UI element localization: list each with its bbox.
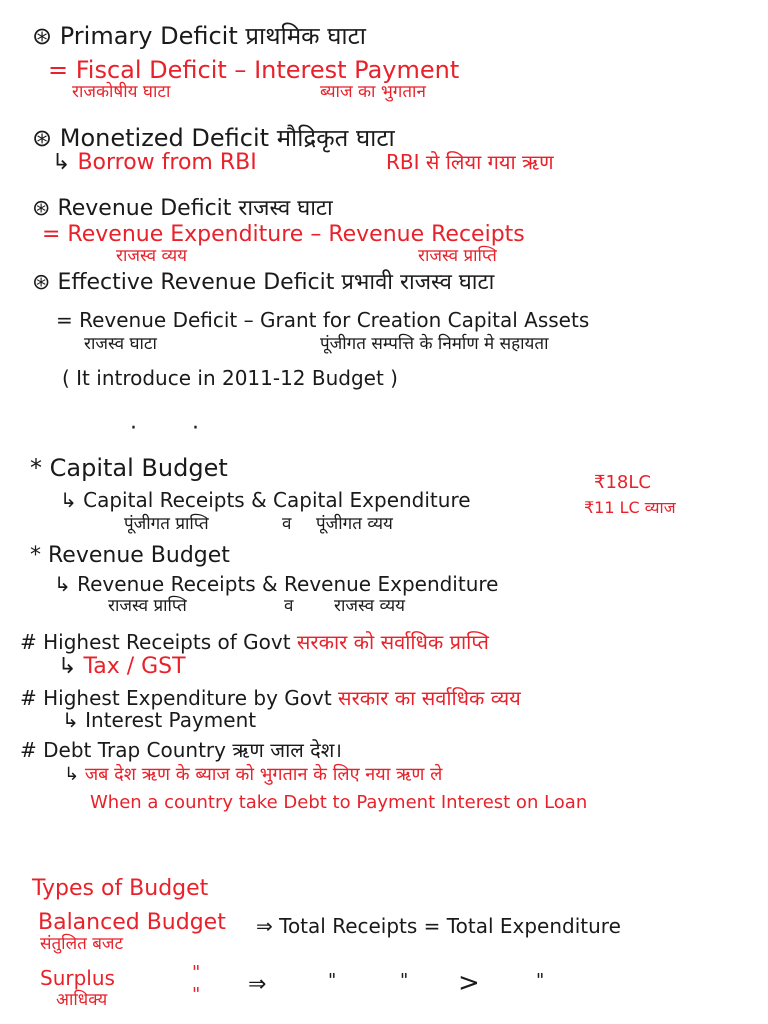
debt-trap-title: Debt Trap Country <box>43 738 226 762</box>
arrow-icon: ↳ <box>54 572 71 596</box>
highest-expenditure-title-hindi: सरकार का सर्वाधिक व्यय <box>338 686 521 710</box>
bullet-marker: * <box>30 454 42 482</box>
balanced-budget-label-hindi: संतुलित बजट <box>40 934 124 954</box>
capital-budget-side-note-1: ₹18LC <box>594 472 651 493</box>
monetized-deficit-note-hindi: RBI से लिया गया ऋण <box>386 150 554 174</box>
balanced-budget-rule <box>256 916 621 936</box>
hash-marker: # <box>20 686 37 710</box>
revenue-deficit-formula-hindi-1: राजस्व व्यय <box>116 246 187 266</box>
effective-revenue-deficit-formula-hindi-2: पूंजीगत सम्पत्ति के निर्माण मे सहायता <box>320 334 549 354</box>
ditto-mark: " <box>328 970 337 991</box>
balanced-budget-label: Balanced Budget <box>38 910 226 935</box>
highest-expenditure-answer: Interest Payment <box>85 708 257 732</box>
bullet-marker: ⊛ <box>32 270 51 295</box>
revenue-deficit-title: Revenue Deficit <box>57 196 232 221</box>
revenue-budget-detail-row <box>54 574 498 594</box>
surplus-budget-label: Surplus <box>40 966 115 990</box>
types-of-budget-heading: Types of Budget <box>32 876 209 901</box>
arrow-icon: ↳ <box>64 764 80 785</box>
primary-deficit-heading <box>32 24 366 48</box>
ditto-mark: " <box>400 970 409 991</box>
debt-trap-note-hindi: जब देश ऋण के ब्याज को भुगतान के लिए नया ऋण ले <box>84 764 443 785</box>
monetized-deficit-title-hindi: मौद्रिकृत घाटा <box>276 124 395 152</box>
revenue-deficit-formula: = Revenue Expenditure – Revenue Receipts <box>42 222 525 247</box>
highest-expenditure-heading <box>20 688 521 708</box>
primary-deficit-formula-hindi-2: ब्याज का भुगतान <box>320 82 426 102</box>
revenue-budget-detail-hindi-1: राजस्व प्राप्ति <box>108 596 187 616</box>
hash-marker: # <box>20 630 37 654</box>
stray-dots: · · <box>130 416 223 441</box>
capital-budget-detail-hindi-2: व <box>282 514 292 534</box>
arrow-icon: ↳ <box>52 150 71 175</box>
implies-arrow-icon: ⇒ <box>248 972 267 997</box>
highest-expenditure-answer-row <box>62 710 256 730</box>
ditto-mark: " <box>192 984 201 1005</box>
greater-than-sign: > <box>458 968 480 998</box>
ditto-mark: " <box>192 962 201 983</box>
capital-budget-heading <box>30 456 228 480</box>
surplus-budget-label-hindi: आधिक्य <box>56 990 108 1010</box>
revenue-budget-title: Revenue Budget <box>48 543 230 568</box>
implies-arrow-icon: ⇒ <box>256 914 273 938</box>
arrow-icon: ↳ <box>62 708 79 732</box>
hash-marker: # <box>20 738 37 762</box>
revenue-deficit-heading <box>32 198 333 220</box>
arrow-icon: ↳ <box>58 654 77 679</box>
debt-trap-heading <box>20 740 342 760</box>
debt-trap-note-hindi-row <box>64 766 442 784</box>
debt-trap-note-english: When a country take Debt to Payment Interest on Loan <box>90 792 588 813</box>
bullet-marker: ⊛ <box>32 196 51 221</box>
revenue-budget-detail-hindi-3: राजस्व व्यय <box>334 596 405 616</box>
revenue-budget-heading <box>30 545 230 567</box>
effective-revenue-deficit-title-hindi: प्रभावी राजस्व घाटा <box>341 270 495 295</box>
effective-revenue-deficit-formula-hindi-1: राजस्व घाटा <box>84 334 157 354</box>
highest-receipts-heading <box>20 632 489 652</box>
primary-deficit-formula: = Fiscal Deficit – Interest Payment <box>48 56 460 84</box>
primary-deficit-title: Primary Deficit <box>59 22 238 50</box>
highest-receipts-answer: Tax / GST <box>83 654 186 679</box>
balanced-budget-right: Total Expenditure <box>446 914 621 938</box>
monetized-deficit-note-row <box>52 152 257 174</box>
capital-budget-side-note-2: ₹11 LC व्याज <box>584 498 676 517</box>
arrow-icon: ↳ <box>60 488 77 512</box>
highest-receipts-title: Highest Receipts of Govt <box>43 630 291 654</box>
bullet-marker: ⊛ <box>32 124 53 152</box>
revenue-budget-detail: Revenue Receipts & Revenue Expenditure <box>77 572 499 596</box>
equals-sign: = <box>423 914 441 938</box>
effective-revenue-deficit-formula: = Revenue Deficit – Grant for Creation Capital Assets <box>56 308 590 332</box>
effective-revenue-deficit-note: ( It introduce in 2011-12 Budget ) <box>62 366 398 390</box>
bullet-marker: ⊛ <box>32 22 53 50</box>
highest-receipts-title-hindi: सरकार को सर्वाधिक प्राप्ति <box>296 630 489 654</box>
monetized-deficit-heading <box>32 126 395 150</box>
revenue-budget-detail-hindi-2: व <box>284 596 294 616</box>
capital-budget-detail: Capital Receipts & Capital Expenditure <box>83 488 471 512</box>
monetized-deficit-title: Monetized Deficit <box>59 124 270 152</box>
debt-trap-title-hindi: ऋण जाल देश। <box>232 738 342 762</box>
highest-expenditure-title: Highest Expenditure by Govt <box>43 686 332 710</box>
primary-deficit-title-hindi: प्राथमिक घाटा <box>245 22 366 50</box>
capital-budget-detail-hindi-3: पूंजीगत व्यय <box>316 514 393 534</box>
revenue-deficit-formula-hindi-2: राजस्व प्राप्ति <box>418 246 497 266</box>
capital-budget-detail-row <box>60 490 471 510</box>
effective-revenue-deficit-title: Effective Revenue Deficit <box>57 270 335 295</box>
bullet-marker: * <box>30 543 41 568</box>
capital-budget-detail-hindi-1: पूंजीगत प्राप्ति <box>124 514 209 534</box>
primary-deficit-formula-hindi-1: राजकोषीय घाटा <box>72 82 171 102</box>
ditto-mark: " <box>536 970 545 991</box>
effective-revenue-deficit-heading <box>32 272 494 294</box>
highest-receipts-answer-row <box>58 656 186 678</box>
capital-budget-title: Capital Budget <box>49 454 228 482</box>
revenue-deficit-title-hindi: राजस्व घाटा <box>238 196 333 221</box>
balanced-budget-left: Total Receipts <box>279 914 418 938</box>
monetized-deficit-note: Borrow from RBI <box>77 150 257 175</box>
